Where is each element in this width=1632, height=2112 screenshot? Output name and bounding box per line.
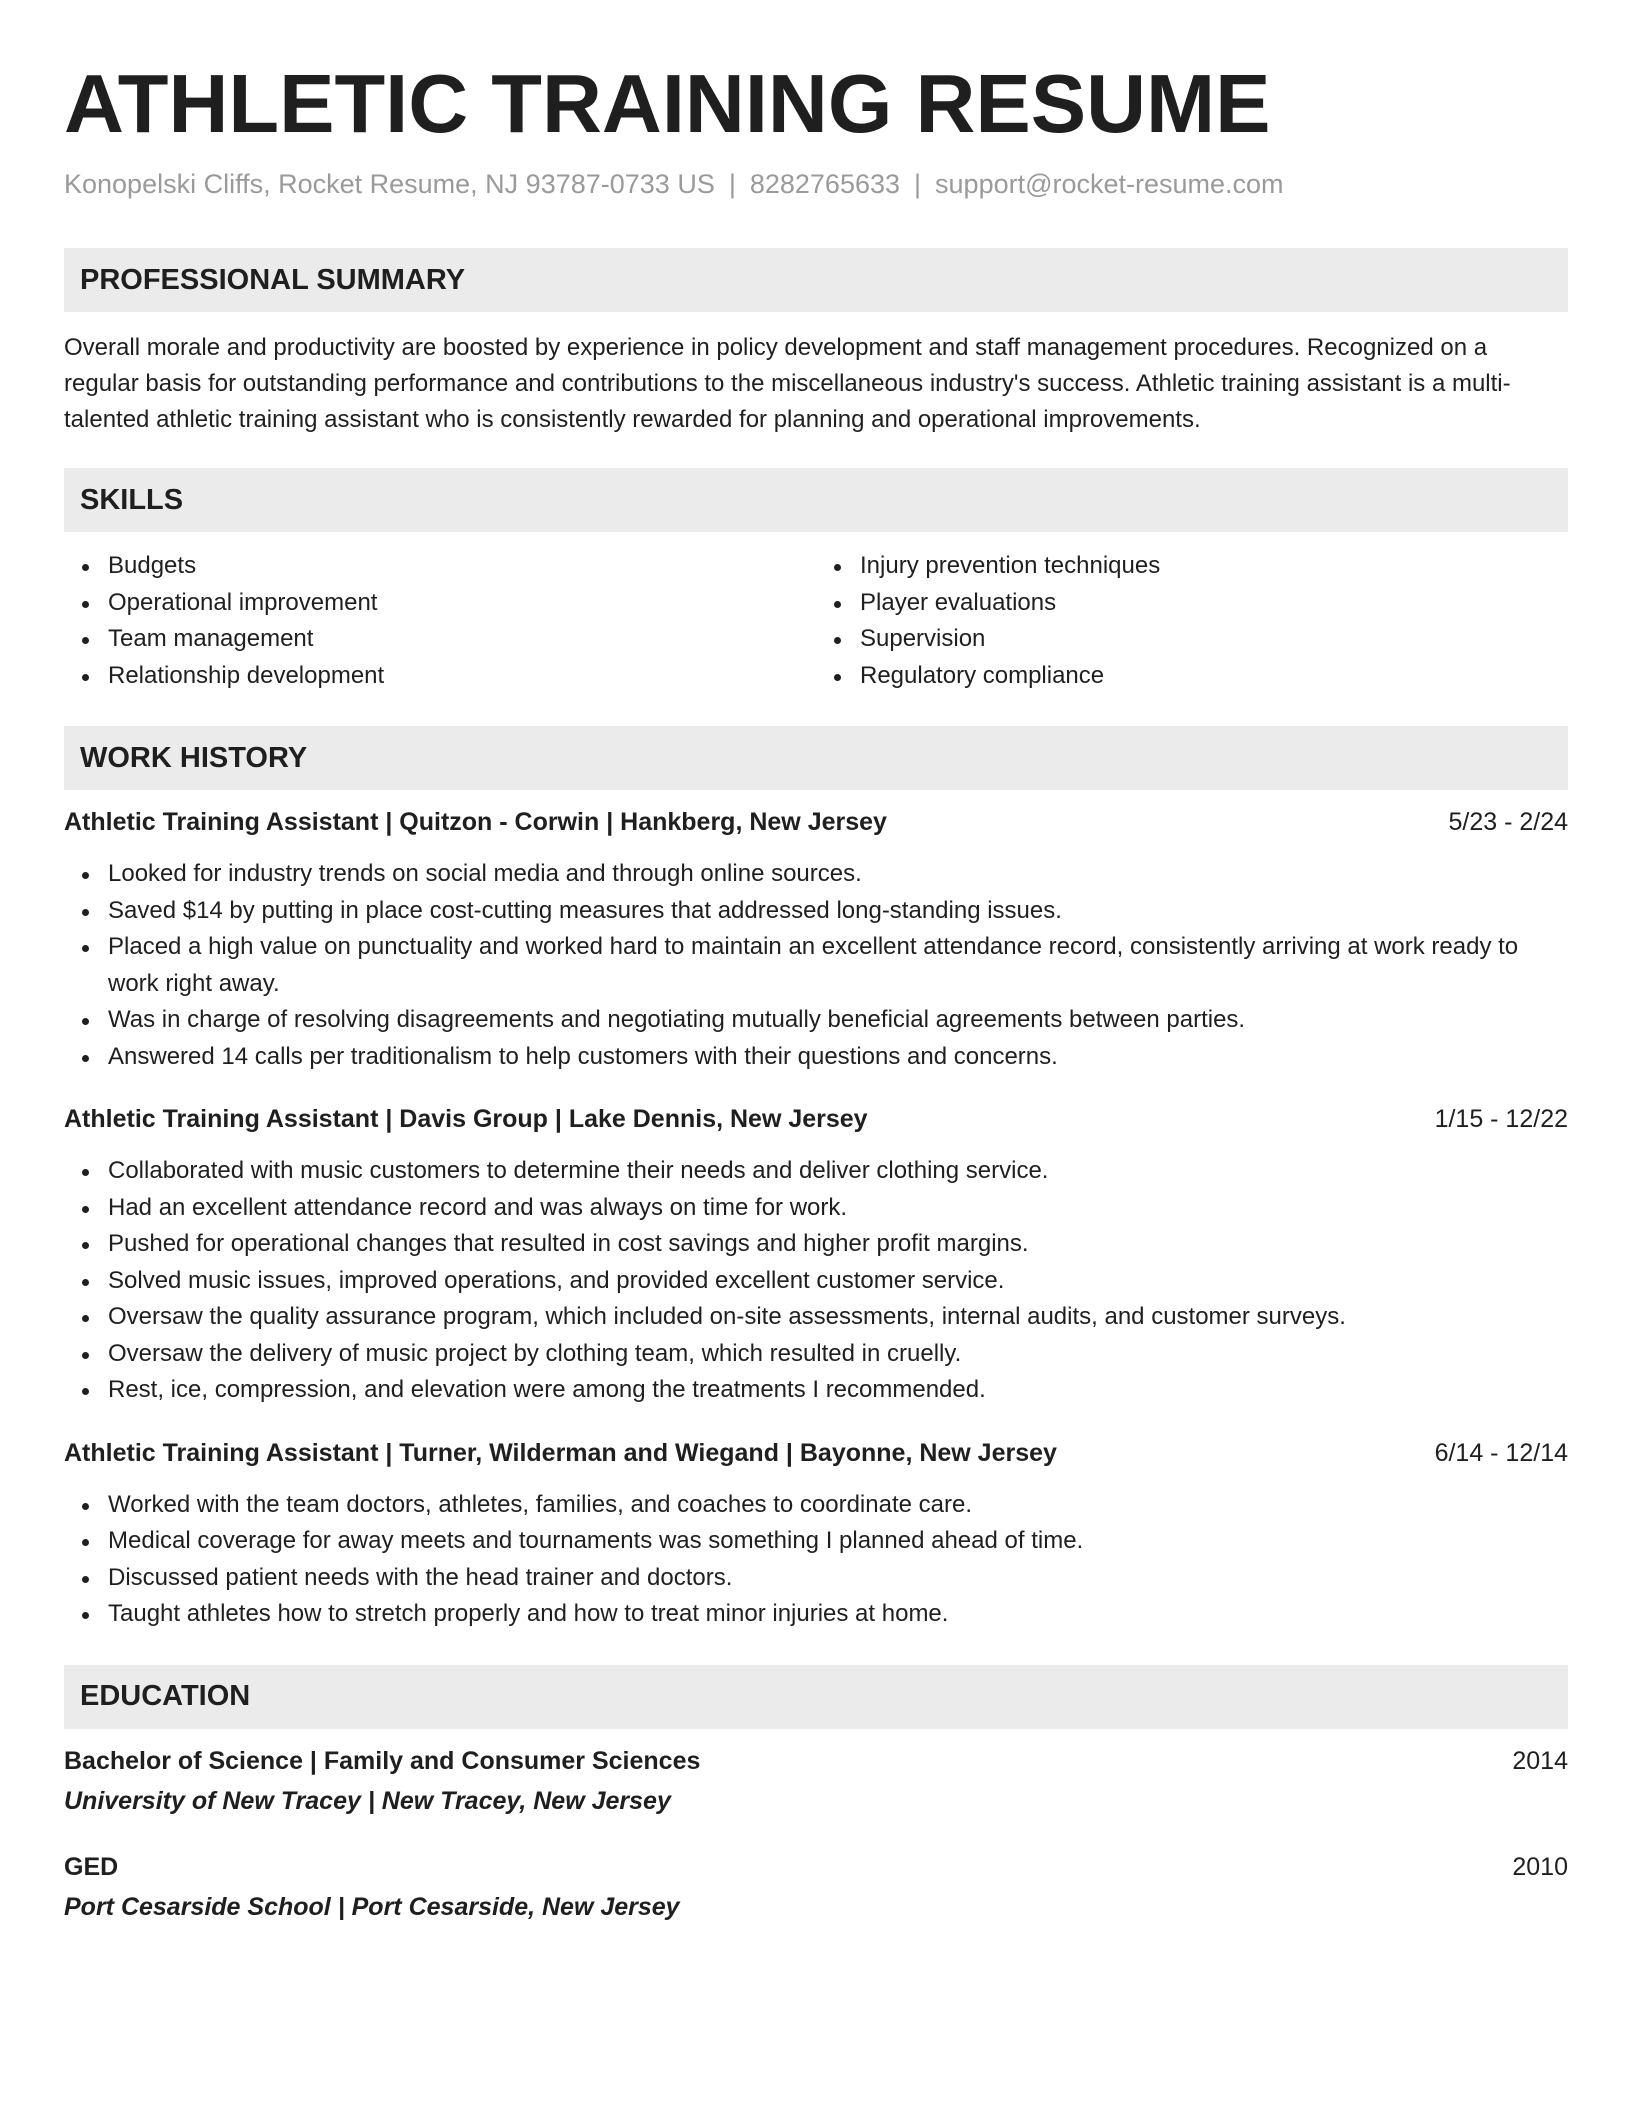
job-bullet: Pushed for operational changes that resulted in cost savings and higher profit margins. [108,1226,1568,1263]
skills-column-left [64,548,816,694]
job-dates: 5/23 - 2/24 [1448,808,1568,836]
job-entry [64,1101,1568,1409]
education-year: 2014 [1512,1746,1568,1775]
job-bullet: Medical coverage for away meets and tournaments was something I planned ahead of time. [108,1523,1568,1560]
job-title: Athletic Training Assistant | Turner, Wilderman and Wiegand | Bayonne, New Jersey [64,1438,1057,1467]
job-bullet: Saved $14 by putting in place cost-cutting measures that addressed long-standing issues. [108,893,1568,930]
job-header [64,804,1568,840]
contact-address: Konopelski Cliffs, Rocket Resume, NJ 93787-0733 US [64,169,715,199]
job-bullet: Taught athletes how to stretch properly and how to treat minor injuries at home. [108,1596,1568,1633]
job-title: Athletic Training Assistant | Quitzon - Corwin | Hankberg, New Jersey [64,808,887,836]
job-bullet: Rest, ice, compression, and elevation were among the treatments I recommended. [108,1372,1568,1409]
job-title: Athletic Training Assistant | Davis Group | Lake Dennis, New Jersey [64,1105,868,1133]
education-entry [64,1743,1568,1819]
job-bullet: Had an excellent attendance record and was always on time for work. [108,1190,1568,1227]
education-degree: GED [64,1852,119,1881]
contact-phone: 8282765633 [749,169,901,199]
education-year: 2010 [1512,1852,1568,1881]
job-bullet: Worked with the team doctors, athletes, families, and coaches to coordinate care. [108,1487,1568,1524]
job-bullet: Was in charge of resolving disagreements and negotiating mutually beneficial agreements between parties. [108,1002,1568,1039]
job-bullet: Collaborated with music customers to determine their needs and deliver clothing service. [108,1153,1568,1190]
job-bullet: Discussed patient needs with the head trainer and doctors. [108,1560,1568,1597]
skill-item: Injury prevention techniques [860,548,1568,585]
job-bullet: Oversaw the quality assurance program, which included on-site assessments, internal audits, and customer surveys. [108,1299,1568,1336]
skills-column-right [816,548,1568,694]
skill-item: Budgets [108,548,816,585]
summary-text: Overall morale and productivity are boosted by experience in policy development and staff management procedures. Recognized on a regular basis for outstanding performance and contributions to the miscellaneous industry's success. Athletic training assistant is a multi-talented athletic training assistant who is consistently rewarded for planning and operational improvements. [64,334,1511,433]
skill-item: Team management [108,621,816,658]
education-heading: EDUCATION [64,1665,1568,1729]
job-entry [64,1435,1568,1633]
skill-item: Player evaluations [860,585,1568,622]
work-heading: WORK HISTORY [64,726,1568,790]
education-entry [64,1849,1568,1925]
job-bullets [64,1487,1568,1633]
education-header [64,1849,1568,1885]
contact-line [64,171,1568,198]
skill-item: Supervision [860,621,1568,658]
job-bullets [64,1153,1568,1409]
skill-item: Relationship development [108,658,816,695]
contact-email: support@rocket-resume.com [935,169,1284,199]
job-entry [64,804,1568,1075]
contact-separator: | [728,169,736,199]
summary-heading: PROFESSIONAL SUMMARY [64,248,1568,312]
skills-list [64,548,1568,694]
job-bullet: Looked for industry trends on social media and through online sources. [108,856,1568,893]
skill-item: Operational improvement [108,585,816,622]
job-dates: 6/14 - 12/14 [1434,1438,1568,1467]
skill-item: Regulatory compliance [860,658,1568,695]
job-bullets [64,856,1568,1075]
education-school: Port Cesarside School | Port Cesarside, New Jersey [64,1892,680,1921]
job-header [64,1101,1568,1137]
contact-separator: | [914,169,922,199]
job-dates: 1/15 - 12/22 [1434,1105,1568,1133]
job-header [64,1435,1568,1471]
education-school: University of New Tracey | New Tracey, New Jersey [64,1786,671,1815]
education-header [64,1743,1568,1779]
job-bullet: Oversaw the delivery of music project by clothing team, which resulted in cruelly. [108,1336,1568,1373]
job-bullet: Placed a high value on punctuality and worked hard to maintain an excellent attendance record, consistently arriving at work ready to work right away. [108,929,1568,1002]
job-bullet: Solved music issues, improved operations, and provided excellent customer service. [108,1263,1568,1300]
skills-heading: SKILLS [64,468,1568,532]
job-bullet: Answered 14 calls per traditionalism to help customers with their questions and concerns. [108,1039,1568,1076]
resume-title: ATHLETIC TRAINING RESUME [64,57,1271,150]
education-degree: Bachelor of Science | Family and Consumer Sciences [64,1746,701,1775]
